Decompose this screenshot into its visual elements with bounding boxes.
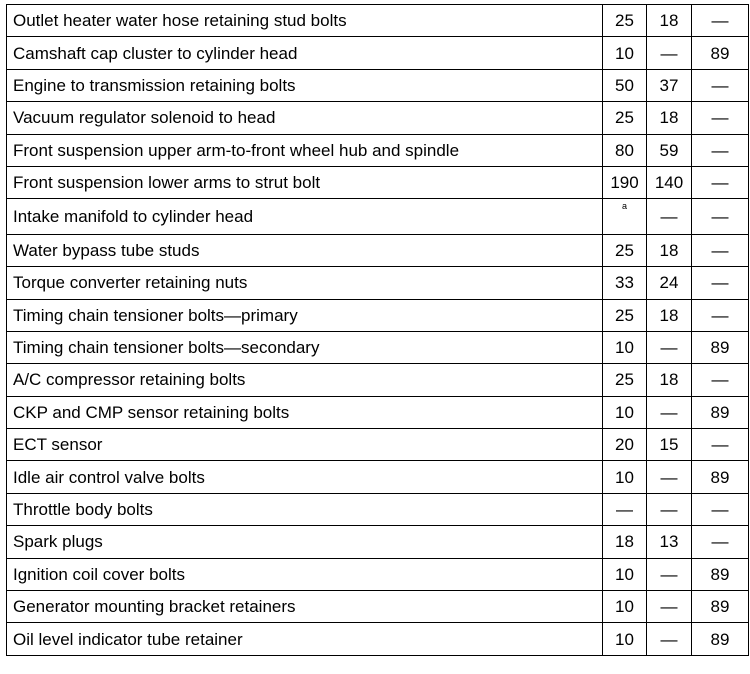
component-cell: Engine to transmission retaining bolts xyxy=(7,69,603,101)
lbin-value-cell: 89 xyxy=(692,591,749,623)
lbft-value-cell: 15 xyxy=(647,429,692,461)
lbin-value-cell: — xyxy=(692,234,749,266)
component-cell: Vacuum regulator solenoid to head xyxy=(7,102,603,134)
lbin-value-cell: — xyxy=(692,526,749,558)
nm-value-cell: 10 xyxy=(603,461,647,493)
nm-value-cell: 10 xyxy=(603,396,647,428)
lbin-value-cell: — xyxy=(692,5,749,37)
nm-value-cell: 10 xyxy=(603,37,647,69)
lbin-value-cell: 89 xyxy=(692,396,749,428)
table-row xyxy=(7,134,749,166)
lbin-value-cell: — xyxy=(692,364,749,396)
torque-spec-table xyxy=(6,4,749,656)
torque-specification-sheet xyxy=(6,4,749,656)
component-cell: Intake manifold to cylinder head xyxy=(7,199,603,234)
table-row xyxy=(7,493,749,525)
nm-value-cell: 80 xyxy=(603,134,647,166)
component-cell: Generator mounting bracket retainers xyxy=(7,591,603,623)
lbft-value-cell: 24 xyxy=(647,267,692,299)
table-row xyxy=(7,199,749,234)
table-row xyxy=(7,37,749,69)
lbft-value-cell: 59 xyxy=(647,134,692,166)
lbin-value-cell: — xyxy=(692,429,749,461)
nm-value-cell: — xyxy=(603,493,647,525)
nm-value-cell: 25 xyxy=(603,102,647,134)
footnote-marker-cell: a xyxy=(603,199,647,234)
nm-value-cell: 10 xyxy=(603,623,647,655)
lbin-value-cell: — xyxy=(692,134,749,166)
lbft-value-cell: — xyxy=(647,396,692,428)
lbin-value-cell: 89 xyxy=(692,461,749,493)
component-cell: CKP and CMP sensor retaining bolts xyxy=(7,396,603,428)
table-row xyxy=(7,591,749,623)
table-row xyxy=(7,166,749,198)
lbin-value-cell: 89 xyxy=(692,331,749,363)
lbft-value-cell: 18 xyxy=(647,234,692,266)
lbft-value-cell: — xyxy=(647,461,692,493)
component-cell: Idle air control valve bolts xyxy=(7,461,603,493)
table-row xyxy=(7,429,749,461)
lbin-value-cell: — xyxy=(692,199,749,234)
lbin-value-cell: — xyxy=(692,493,749,525)
nm-value-cell: 10 xyxy=(603,591,647,623)
nm-value-cell: 33 xyxy=(603,267,647,299)
component-cell: A/C compressor retaining bolts xyxy=(7,364,603,396)
lbft-value-cell: 13 xyxy=(647,526,692,558)
component-cell: Oil level indicator tube retainer xyxy=(7,623,603,655)
lbft-value-cell: — xyxy=(647,199,692,234)
lbft-value-cell: 18 xyxy=(647,299,692,331)
lbin-value-cell: — xyxy=(692,69,749,101)
table-row xyxy=(7,234,749,266)
table-row xyxy=(7,364,749,396)
lbft-value-cell: — xyxy=(647,591,692,623)
lbft-value-cell: 18 xyxy=(647,102,692,134)
nm-value-cell: 50 xyxy=(603,69,647,101)
table-row xyxy=(7,267,749,299)
lbin-value-cell: — xyxy=(692,299,749,331)
nm-value-cell: 25 xyxy=(603,299,647,331)
nm-value-cell: 20 xyxy=(603,429,647,461)
table-row xyxy=(7,623,749,655)
nm-value-cell: 25 xyxy=(603,234,647,266)
lbin-value-cell: 89 xyxy=(692,623,749,655)
component-cell: Water bypass tube studs xyxy=(7,234,603,266)
component-cell: Timing chain tensioner bolts—secondary xyxy=(7,331,603,363)
lbft-value-cell: 18 xyxy=(647,5,692,37)
lbft-value-cell: 18 xyxy=(647,364,692,396)
lbin-value-cell: — xyxy=(692,102,749,134)
lbft-value-cell: — xyxy=(647,623,692,655)
nm-value-cell: 25 xyxy=(603,364,647,396)
table-row xyxy=(7,461,749,493)
component-cell: Timing chain tensioner bolts—primary xyxy=(7,299,603,331)
lbft-value-cell: 140 xyxy=(647,166,692,198)
table-row xyxy=(7,396,749,428)
component-cell: Spark plugs xyxy=(7,526,603,558)
table-row xyxy=(7,558,749,590)
nm-value-cell: 10 xyxy=(603,331,647,363)
table-row xyxy=(7,526,749,558)
component-cell: Front suspension upper arm-to-front wheel hub and spindle xyxy=(7,134,603,166)
lbin-value-cell: 89 xyxy=(692,37,749,69)
component-cell: ECT sensor xyxy=(7,429,603,461)
component-cell: Front suspension lower arms to strut bolt xyxy=(7,166,603,198)
lbft-value-cell: 37 xyxy=(647,69,692,101)
component-cell: Camshaft cap cluster to cylinder head xyxy=(7,37,603,69)
lbft-value-cell: — xyxy=(647,331,692,363)
lbin-value-cell: 89 xyxy=(692,558,749,590)
table-row xyxy=(7,331,749,363)
table-row xyxy=(7,299,749,331)
component-cell: Outlet heater water hose retaining stud bolts xyxy=(7,5,603,37)
table-row xyxy=(7,69,749,101)
component-cell: Throttle body bolts xyxy=(7,493,603,525)
nm-value-cell: 10 xyxy=(603,558,647,590)
nm-value-cell: 190 xyxy=(603,166,647,198)
component-cell: Ignition coil cover bolts xyxy=(7,558,603,590)
lbin-value-cell: — xyxy=(692,267,749,299)
component-cell: Torque converter retaining nuts xyxy=(7,267,603,299)
table-row xyxy=(7,5,749,37)
nm-value-cell: 18 xyxy=(603,526,647,558)
nm-value-cell: 25 xyxy=(603,5,647,37)
lbin-value-cell: — xyxy=(692,166,749,198)
lbft-value-cell: — xyxy=(647,558,692,590)
lbft-value-cell: — xyxy=(647,493,692,525)
table-row xyxy=(7,102,749,134)
lbft-value-cell: — xyxy=(647,37,692,69)
